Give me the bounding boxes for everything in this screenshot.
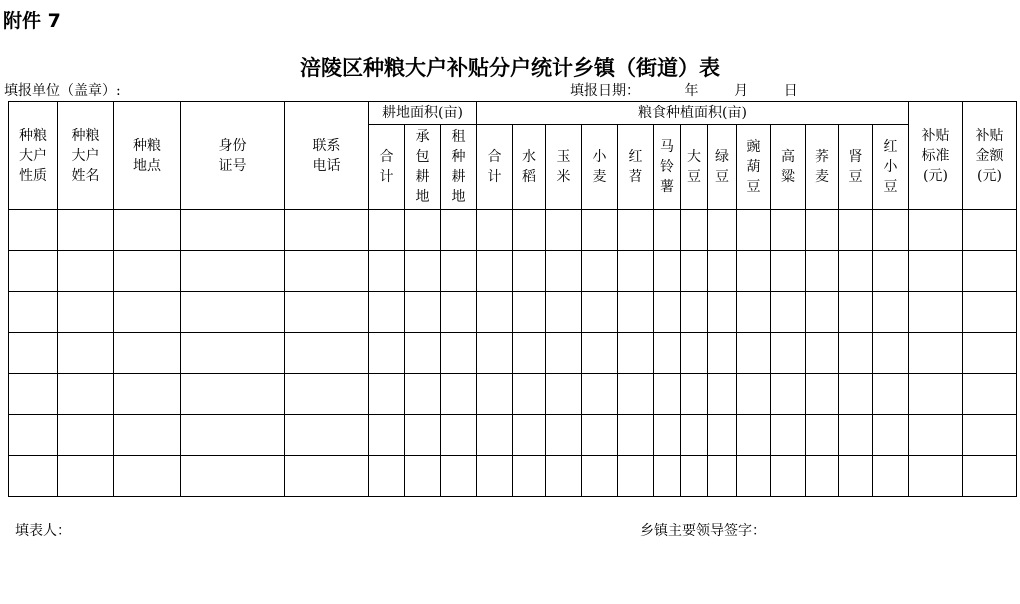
table-cell[interactable] <box>114 333 181 374</box>
table-cell[interactable] <box>681 210 708 251</box>
table-cell[interactable] <box>369 456 405 497</box>
fill-unit-label: 填报单位（盖章）: <box>4 83 121 99</box>
table-cell[interactable] <box>58 374 114 415</box>
table-cell[interactable] <box>114 292 181 333</box>
table-cell[interactable] <box>681 292 708 333</box>
table-cell[interactable] <box>654 251 681 292</box>
table-cell[interactable] <box>873 251 909 292</box>
signer-label: 乡镇主要领导签字： <box>640 523 766 539</box>
header-farm-total: 合计 <box>369 125 405 210</box>
table-cell[interactable] <box>9 374 58 415</box>
table-cell[interactable] <box>806 415 839 456</box>
table-cell[interactable] <box>909 333 963 374</box>
table-cell[interactable] <box>618 210 654 251</box>
header-farm-rent: 租种耕地 <box>441 125 477 210</box>
table-cell[interactable] <box>806 251 839 292</box>
table-cell[interactable] <box>708 292 737 333</box>
table-cell[interactable] <box>441 251 477 292</box>
table-cell[interactable] <box>285 456 369 497</box>
page-title: 涪陵区种粮大户补贴分户统计乡镇（街道）表 <box>300 55 720 80</box>
table-cell[interactable] <box>873 415 909 456</box>
header-adzuki-bean: 红小豆 <box>873 125 909 210</box>
table-cell[interactable] <box>654 292 681 333</box>
header-group-farmland: 耕地面积(亩) <box>369 102 477 125</box>
header-rice: 水稻 <box>513 125 546 210</box>
table-cell[interactable] <box>114 374 181 415</box>
table-cell[interactable] <box>477 374 513 415</box>
table-cell[interactable] <box>873 333 909 374</box>
table-cell[interactable] <box>285 415 369 456</box>
table-cell[interactable] <box>618 292 654 333</box>
table-cell[interactable] <box>771 292 806 333</box>
table-cell[interactable] <box>58 210 114 251</box>
table-cell[interactable] <box>806 333 839 374</box>
table-cell[interactable] <box>737 415 771 456</box>
table-cell[interactable] <box>285 374 369 415</box>
header-name: 种粮大户姓名 <box>58 102 114 210</box>
table-cell[interactable] <box>513 456 546 497</box>
header-location: 种粮地点 <box>114 102 181 210</box>
table-cell[interactable] <box>546 251 582 292</box>
table-row <box>9 333 1017 374</box>
table-cell[interactable] <box>181 292 285 333</box>
table-row <box>9 374 1017 415</box>
table-cell[interactable] <box>806 456 839 497</box>
table-cell[interactable] <box>9 292 58 333</box>
table-cell[interactable] <box>546 374 582 415</box>
table-cell[interactable] <box>963 333 1017 374</box>
table-cell[interactable] <box>582 333 618 374</box>
table-cell[interactable] <box>369 292 405 333</box>
table-cell[interactable] <box>909 210 963 251</box>
header-kidney-bean: 肾豆 <box>839 125 873 210</box>
table-cell[interactable] <box>909 456 963 497</box>
table-cell[interactable] <box>737 333 771 374</box>
table-cell[interactable] <box>771 210 806 251</box>
table-cell[interactable] <box>681 374 708 415</box>
table-cell[interactable] <box>708 374 737 415</box>
table-cell[interactable] <box>681 415 708 456</box>
header-potato: 马铃薯 <box>654 125 681 210</box>
header-farm-contract: 承包耕地 <box>405 125 441 210</box>
table-cell[interactable] <box>681 456 708 497</box>
table-cell[interactable] <box>963 292 1017 333</box>
table-cell[interactable] <box>405 292 441 333</box>
table-cell[interactable] <box>771 251 806 292</box>
table-cell[interactable] <box>654 374 681 415</box>
table-cell[interactable] <box>681 251 708 292</box>
table-cell[interactable] <box>405 456 441 497</box>
table-cell[interactable] <box>405 251 441 292</box>
table-cell[interactable] <box>771 333 806 374</box>
table-cell[interactable] <box>9 210 58 251</box>
filler-label: 填表人： <box>15 523 71 539</box>
table-cell[interactable] <box>405 210 441 251</box>
table-cell[interactable] <box>477 415 513 456</box>
table-cell[interactable] <box>477 292 513 333</box>
table-cell[interactable] <box>369 333 405 374</box>
table-cell[interactable] <box>618 374 654 415</box>
table-cell[interactable] <box>839 210 873 251</box>
table-cell[interactable] <box>114 456 181 497</box>
table-cell[interactable] <box>737 374 771 415</box>
table-cell[interactable] <box>873 210 909 251</box>
table-cell[interactable] <box>546 456 582 497</box>
table-cell[interactable] <box>513 374 546 415</box>
attachment-label: 附件 7 <box>3 10 61 32</box>
table-cell[interactable] <box>546 333 582 374</box>
table-cell[interactable] <box>546 210 582 251</box>
header-grain-total: 合计 <box>477 125 513 210</box>
table-cell[interactable] <box>546 292 582 333</box>
table-cell[interactable] <box>618 251 654 292</box>
header-buckwheat: 荞麦 <box>806 125 839 210</box>
header-soybean: 大豆 <box>681 125 708 210</box>
table-cell[interactable] <box>58 456 114 497</box>
table-cell[interactable] <box>963 374 1017 415</box>
table-cell[interactable] <box>9 333 58 374</box>
table-cell[interactable] <box>477 333 513 374</box>
table-cell[interactable] <box>618 415 654 456</box>
table-cell[interactable] <box>181 456 285 497</box>
table-cell[interactable] <box>963 210 1017 251</box>
table-cell[interactable] <box>405 333 441 374</box>
table-cell[interactable] <box>737 210 771 251</box>
table-cell[interactable] <box>546 415 582 456</box>
table-cell[interactable] <box>806 210 839 251</box>
table-cell[interactable] <box>708 456 737 497</box>
fill-date-label: 填报日期： 年 月 日 <box>570 83 798 99</box>
table-cell[interactable] <box>285 210 369 251</box>
table-cell[interactable] <box>654 415 681 456</box>
header-subsidy-amount: 补贴金额(元) <box>963 102 1017 210</box>
table-cell[interactable] <box>806 292 839 333</box>
header-pea: 豌葫豆 <box>737 125 771 210</box>
statistics-table <box>8 101 1017 497</box>
table-cell[interactable] <box>513 210 546 251</box>
table-cell[interactable] <box>909 251 963 292</box>
table-cell[interactable] <box>839 251 873 292</box>
table-cell[interactable] <box>114 210 181 251</box>
table-cell[interactable] <box>654 210 681 251</box>
table-cell[interactable] <box>285 333 369 374</box>
header-group-grain: 粮食种植面积(亩) <box>477 102 909 125</box>
table-cell[interactable] <box>114 415 181 456</box>
table-cell[interactable] <box>9 456 58 497</box>
table-cell[interactable] <box>9 251 58 292</box>
table-cell[interactable] <box>654 456 681 497</box>
table-cell[interactable] <box>806 374 839 415</box>
table-cell[interactable] <box>963 251 1017 292</box>
table-cell[interactable] <box>441 292 477 333</box>
table-row <box>9 415 1017 456</box>
table-cell[interactable] <box>737 292 771 333</box>
table-cell[interactable] <box>513 292 546 333</box>
table-cell[interactable] <box>582 374 618 415</box>
table-cell[interactable] <box>708 251 737 292</box>
table-cell[interactable] <box>654 333 681 374</box>
table-cell[interactable] <box>771 415 806 456</box>
table-cell[interactable] <box>369 210 405 251</box>
table-cell[interactable] <box>513 415 546 456</box>
table-cell[interactable] <box>58 333 114 374</box>
table-cell[interactable] <box>582 251 618 292</box>
table-cell[interactable] <box>369 374 405 415</box>
header-nature: 种粮大户性质 <box>9 102 58 210</box>
table-cell[interactable] <box>909 415 963 456</box>
table-cell[interactable] <box>771 374 806 415</box>
table-cell[interactable] <box>477 251 513 292</box>
table-cell[interactable] <box>477 210 513 251</box>
table-cell[interactable] <box>737 251 771 292</box>
table-cell[interactable] <box>618 456 654 497</box>
table-row <box>9 251 1017 292</box>
table-cell[interactable] <box>909 292 963 333</box>
table-cell[interactable] <box>285 251 369 292</box>
table-cell[interactable] <box>181 374 285 415</box>
table-header <box>9 102 1017 210</box>
table-cell[interactable] <box>582 210 618 251</box>
table-cell[interactable] <box>873 292 909 333</box>
table-cell[interactable] <box>582 415 618 456</box>
table-cell[interactable] <box>963 415 1017 456</box>
table-cell[interactable] <box>181 251 285 292</box>
table-row <box>9 292 1017 333</box>
table-cell[interactable] <box>369 251 405 292</box>
table-cell[interactable] <box>737 456 771 497</box>
table-cell[interactable] <box>618 333 654 374</box>
table-cell[interactable] <box>681 333 708 374</box>
table-cell[interactable] <box>58 251 114 292</box>
table-cell[interactable] <box>771 456 806 497</box>
table-row <box>9 456 1017 497</box>
table-cell[interactable] <box>708 210 737 251</box>
table-cell[interactable] <box>839 415 873 456</box>
table-cell[interactable] <box>839 456 873 497</box>
header-wheat: 小麦 <box>582 125 618 210</box>
table-cell[interactable] <box>58 292 114 333</box>
table-cell[interactable] <box>477 456 513 497</box>
table-cell[interactable] <box>963 456 1017 497</box>
header-sweet-potato: 红苕 <box>618 125 654 210</box>
header-id-number: 身份证号 <box>181 102 285 210</box>
table-cell[interactable] <box>708 415 737 456</box>
table-cell[interactable] <box>873 374 909 415</box>
table-cell[interactable] <box>441 374 477 415</box>
table-cell[interactable] <box>405 374 441 415</box>
table-cell[interactable] <box>114 251 181 292</box>
header-mung-bean: 绿豆 <box>708 125 737 210</box>
header-subsidy-standard: 补贴标准(元) <box>909 102 963 210</box>
header-sorghum: 高粱 <box>771 125 806 210</box>
table-cell[interactable] <box>839 292 873 333</box>
table-cell[interactable] <box>441 456 477 497</box>
table-cell[interactable] <box>181 210 285 251</box>
table-row <box>9 210 1017 251</box>
table-cell[interactable] <box>181 415 285 456</box>
table-body <box>9 210 1017 497</box>
table-cell[interactable] <box>708 333 737 374</box>
table-cell[interactable] <box>582 292 618 333</box>
table-cell[interactable] <box>441 415 477 456</box>
table-cell[interactable] <box>513 251 546 292</box>
table-cell[interactable] <box>839 333 873 374</box>
table-cell[interactable] <box>441 333 477 374</box>
header-phone: 联系电话 <box>285 102 369 210</box>
table-cell[interactable] <box>58 415 114 456</box>
table-cell[interactable] <box>873 456 909 497</box>
table-cell[interactable] <box>441 210 477 251</box>
table-cell[interactable] <box>513 333 546 374</box>
table-cell[interactable] <box>369 415 405 456</box>
table-cell[interactable] <box>181 333 285 374</box>
table-cell[interactable] <box>405 415 441 456</box>
table-cell[interactable] <box>839 374 873 415</box>
table-cell[interactable] <box>909 374 963 415</box>
table-cell[interactable] <box>9 415 58 456</box>
table-cell[interactable] <box>285 292 369 333</box>
table-cell[interactable] <box>582 456 618 497</box>
header-corn: 玉米 <box>546 125 582 210</box>
